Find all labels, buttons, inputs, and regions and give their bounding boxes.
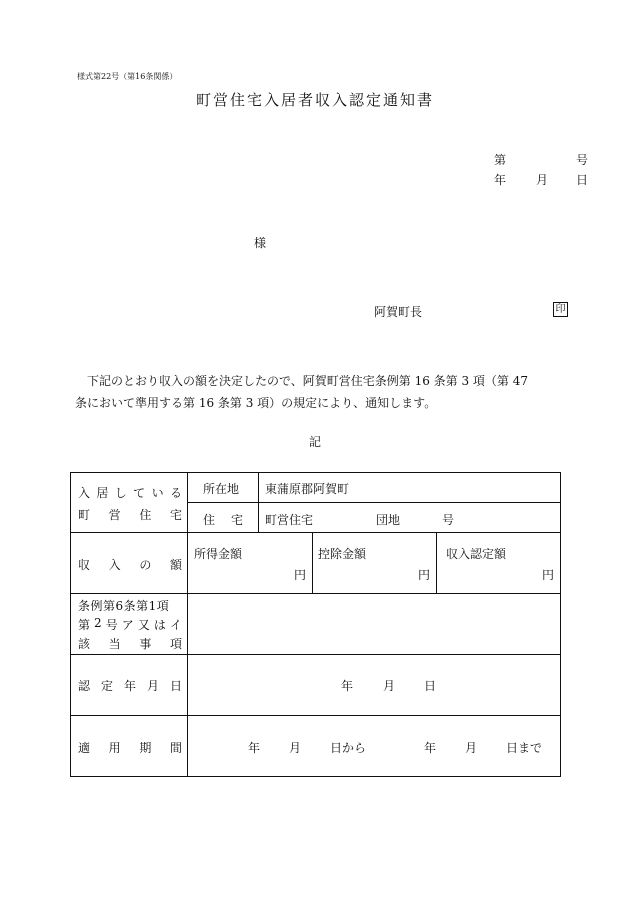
label-char: 適 <box>78 741 91 755</box>
notice-body-line-2: 条において準用する第 16 条第 3 項）の規定により、通知します。 <box>75 396 437 410</box>
label-char: 入 <box>108 558 121 572</box>
ordinance-label-line-3 <box>78 635 182 652</box>
location-value: 東蒲原郡阿賀町 <box>265 482 350 496</box>
label-char: 当 <box>108 637 121 651</box>
table-line <box>560 472 561 777</box>
table-line <box>258 472 259 532</box>
housing-label-line-2 <box>78 506 182 523</box>
housing-label <box>78 484 182 501</box>
label-char: 町 <box>78 508 91 522</box>
label-char: 2 <box>94 616 102 630</box>
label-char: 額 <box>169 558 182 572</box>
period-end-year: 年 <box>424 741 437 755</box>
residence-block: 団地 <box>376 513 401 527</box>
document-title: 町営住宅入居者収入認定通知書 <box>195 91 434 109</box>
label-char: い <box>151 486 164 500</box>
issue-date-month: 月 <box>536 173 549 187</box>
label-char: 宅 <box>230 513 243 527</box>
cert-date-month: 月 <box>383 679 396 693</box>
location-label: 所在地 <box>203 482 240 496</box>
residence-number: 号 <box>442 513 455 527</box>
label-char: 宅 <box>169 508 182 522</box>
table-line <box>70 472 71 777</box>
seal-mark: 印 <box>553 302 568 317</box>
label-char: 居 <box>96 486 109 500</box>
label-char: し <box>114 486 127 500</box>
label-char: 項 <box>169 637 182 651</box>
period-end-month: 月 <box>465 741 478 755</box>
cert-date-year: 年 <box>341 679 354 693</box>
residence-name: 町営住宅 <box>265 513 314 527</box>
label-char: 住 <box>139 508 152 522</box>
deduction-unit: 円 <box>418 568 431 582</box>
label-char: イ <box>169 618 182 632</box>
label-char: 又 <box>137 618 150 632</box>
taxable-income-label: 所得金額 <box>194 547 243 561</box>
label-char: て <box>133 486 146 500</box>
table-line <box>312 532 313 593</box>
ki-heading: 記 <box>308 435 321 449</box>
notice-body-line-1: 下記のとおり収入の額を決定したので、阿賀町営住宅条例第 16 条第 3 項（第 47 <box>87 374 529 388</box>
ordinance-label-line-2 <box>78 616 182 633</box>
issuer-name: 阿賀町長 <box>374 305 423 319</box>
label-char: 日 <box>169 679 182 693</box>
label-char: 号 <box>105 618 118 632</box>
table-line <box>70 715 561 716</box>
certified-income-unit: 円 <box>542 568 555 582</box>
income-label <box>78 556 182 573</box>
label-char: 月 <box>146 679 159 693</box>
deduction-label: 控除金額 <box>318 547 367 561</box>
label-char: 入 <box>78 486 91 500</box>
table-line <box>436 532 437 593</box>
label-char: 営 <box>108 508 121 522</box>
doc-number-suffix: 号 <box>576 153 589 167</box>
label-char: 認 <box>78 679 91 693</box>
cert-date-day: 日 <box>424 679 437 693</box>
label-char: る <box>169 486 182 500</box>
label-char: 定 <box>100 679 113 693</box>
period-end-day: 日まで <box>506 741 543 755</box>
period-label <box>78 739 182 756</box>
table-line <box>70 776 561 777</box>
recipient-honorific: 様 <box>254 236 267 250</box>
label-char: の <box>139 558 152 572</box>
table-line <box>187 472 188 777</box>
label-char: 間 <box>169 741 182 755</box>
table-line <box>70 532 561 533</box>
period-start-day: 日から <box>330 741 367 755</box>
period-start-month: 月 <box>289 741 302 755</box>
table-line <box>70 593 561 594</box>
period-start-year: 年 <box>248 741 261 755</box>
residence-label <box>203 511 243 528</box>
label-char: 収 <box>78 558 91 572</box>
certified-income-label: 収入認定額 <box>446 547 507 561</box>
label-char: は <box>153 618 166 632</box>
label-char: 用 <box>108 741 121 755</box>
taxable-income-unit: 円 <box>294 568 307 582</box>
form-number: 様式第22号（第16条関係） <box>77 72 178 81</box>
label-char: 住 <box>203 513 216 527</box>
doc-number-prefix: 第 <box>494 153 507 167</box>
label-char: 事 <box>139 637 152 651</box>
label-char: ア <box>121 618 134 632</box>
ordinance-label-line-1: 条例第6条第1項 <box>78 599 170 613</box>
cert-date-label <box>78 677 182 694</box>
table-line <box>70 654 561 655</box>
issue-date-year: 年 <box>494 173 507 187</box>
notice-body <box>75 370 587 414</box>
label-char: 第 <box>78 618 91 632</box>
label-char: 年 <box>123 679 136 693</box>
table-line <box>187 502 561 503</box>
label-char: 該 <box>78 637 91 651</box>
table-line <box>70 472 561 473</box>
issue-date-day: 日 <box>576 173 589 187</box>
label-char: 期 <box>139 741 152 755</box>
